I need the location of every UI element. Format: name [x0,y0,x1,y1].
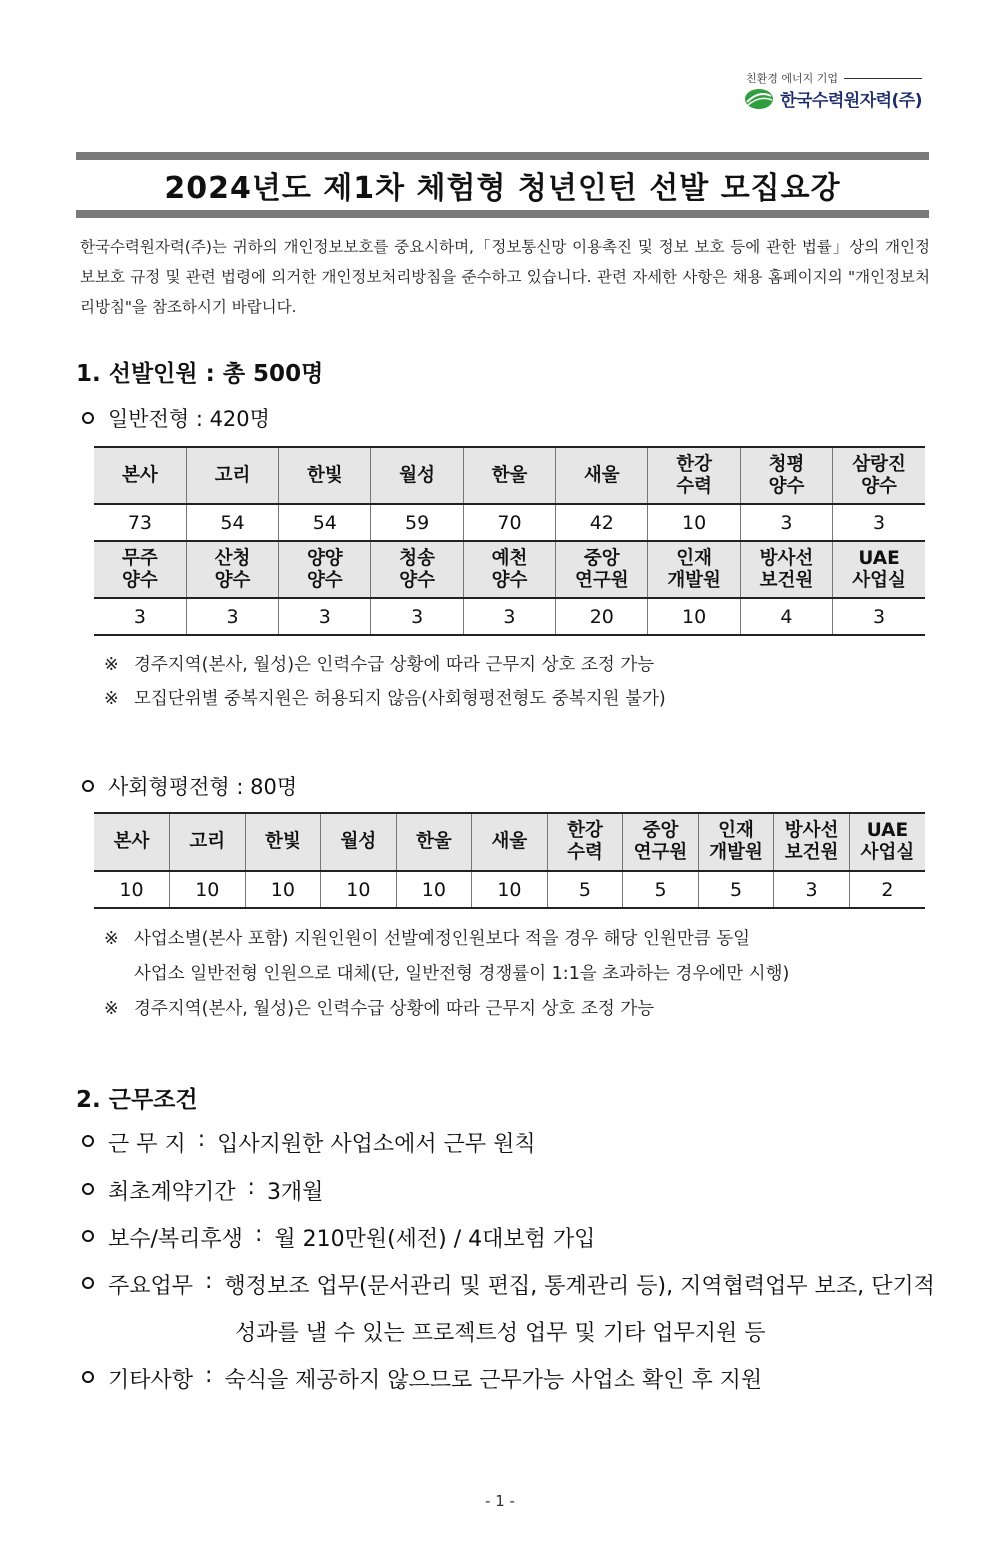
condition-pay [82,1222,595,1253]
header-line: 방사선 [784,820,839,841]
note-mark: ※ [104,655,119,675]
table-cell: 3 [463,598,555,635]
condition-duties [82,1269,935,1300]
table-header-cell [186,447,278,504]
table-header-cell [849,813,925,871]
condition-colon: : [205,1269,213,1294]
header-line: 양수 [214,569,251,591]
social-recruit-text: 사회형평전형 : 80명 [108,775,298,799]
table-header-cell [648,541,740,598]
header-line: 한울 [491,464,528,486]
circle-bullet-icon [82,1277,94,1289]
note-text: 경주지역(본사, 월성)은 인력수급 상황에 따라 근무지 상호 조정 가능 [134,999,655,1019]
condition-etc [82,1363,762,1394]
table-header-cell [94,447,186,504]
logo-main [744,86,922,111]
table-cell: 3 [774,871,850,908]
social-note-3 [104,995,654,1020]
table-header-cell [472,813,548,871]
header-line: 한빛 [264,831,301,852]
table-cell: 10 [94,871,170,908]
header-line: 수력 [676,475,712,497]
table-cell: 20 [556,598,648,635]
table-cell: 4 [740,598,832,635]
header-line: 새울 [491,831,528,852]
note-mark: ※ [104,929,119,949]
table-header-cell [833,447,925,504]
logo-leaf-icon [744,88,774,110]
condition-text: 행정보조 업무(문서관리 및 편집, 통계관리 등), 지역협력업무 보조, 단기적 [224,1274,935,1299]
condition-colon: : [247,1175,255,1200]
table-header-cell [371,541,463,598]
header-line: 한강 [676,453,712,475]
table-cell: 5 [547,871,623,908]
header-line: 양수 [768,475,805,497]
table-cell: 10 [648,504,740,541]
header-line: 월성 [340,831,377,852]
company-logo [722,70,922,114]
table-cell: 10 [472,871,548,908]
section2-heading: 2. 근무조건 [76,1087,198,1113]
table-header-cell [698,813,774,871]
header-line: 양수 [861,475,897,497]
general-note-1 [104,651,654,676]
condition-label: 보수/복리후생 [108,1227,243,1252]
table-header-cell [371,447,463,504]
note-text: 경주지역(본사, 월성)은 인력수급 상황에 따라 근무지 상호 조정 가능 [134,655,655,675]
header-line: 양수 [122,569,158,591]
table-cell: 3 [833,598,925,635]
condition-contract [82,1175,323,1206]
header-line: 청평 [768,453,805,475]
note-text: 사업소별(본사 포함) 지원인원이 선발예정인원보다 적을 경우 해당 인원만큼 동일 [134,929,751,949]
condition-label: 기타사항 [108,1368,194,1393]
table-cell: 10 [321,871,397,908]
note-text: 모집단위별 중복지원은 허용되지 않음(사회형평전형도 중복지원 불가) [134,689,666,709]
privacy-intro: 한국수력원자력(주)는 귀하의 개인정보보호를 중요시하며,「정보통신망 이용촉진 및 정보 보호 등에 관한 법률」상의 개인정보보호 규정 및 관련 법령에 의거한 개인정보처리방침을 준수하고 있습니다. 관련 자세한 사항은 채용 홈페이지의 "개인정보처리방침"을 참조하시기 바랍니다. [80,238,930,316]
general-recruit-label [82,403,270,433]
header-line: 새울 [583,464,620,486]
header-line: 양양 [306,547,343,569]
table-header-cell [245,813,321,871]
condition-colon: : [197,1127,206,1152]
table-cell: 5 [698,871,774,908]
condition-colon: : [205,1363,213,1388]
condition-workplace [82,1127,536,1158]
header-line: 방사선 [759,547,814,569]
header-line: 중앙 [642,820,679,841]
condition-text: 3개월 [266,1180,324,1205]
table-header-cell [279,541,371,598]
header-line: 본사 [113,831,150,852]
section1-heading: 1. 선발인원 : 총 500명 [76,361,324,387]
header-line: 예천 [491,547,528,569]
header-line: 사업실 [852,569,906,591]
page-title: 2024년도 제1차 체험형 청년인턴 선발 모집요강 [164,171,841,206]
header-line: 한빛 [306,464,343,486]
table-header-cell [463,541,555,598]
general-recruit-table [94,446,925,636]
condition-duties-cont [235,1316,765,1347]
header-line: 고리 [214,464,251,486]
table-cell: 5 [623,871,699,908]
table-row [94,598,925,635]
table-cell: 10 [648,598,740,635]
table-cell: 73 [94,504,186,541]
table-header-cell [94,813,170,871]
table-cell: 54 [186,504,278,541]
table-cell: 3 [833,504,925,541]
table-header-cell [556,541,648,598]
social-note-1 [104,925,750,950]
header-line: 청송 [399,547,436,569]
header-line: 삼랑진 [852,453,906,475]
header-line: 연구원 [633,842,688,863]
table-header-cell [186,541,278,598]
table-header-cell [547,813,623,871]
circle-bullet-icon [82,1371,94,1383]
header-line: UAE [866,820,909,841]
table-header-cell [740,541,832,598]
table-header-cell [396,813,472,871]
table-header-cell [556,447,648,504]
circle-bullet-icon [82,1135,94,1147]
condition-text: 월 210만원(세전) / 4대보험 가입 [274,1227,596,1252]
header-line: 양수 [306,569,343,591]
header-line: 보건원 [784,842,839,863]
condition-text: 입사지원한 사업소에서 근무 원칙 [217,1132,536,1157]
note-text: 사업소 일반전형 인원으로 대체(단, 일반전형 경쟁률이 1:1을 초과하는 경우에만 시행) [134,964,790,984]
condition-text: 성과를 낼 수 있는 프로젝트성 업무 및 기타 업무지원 등 [235,1321,766,1346]
table-header-row [94,813,925,871]
header-line: 보건원 [759,569,814,591]
table-header-cell [463,447,555,504]
table-cell: 3 [279,598,371,635]
circle-bullet-icon [82,1183,94,1195]
table-cell: 59 [371,504,463,541]
note-mark: ※ [104,689,119,709]
header-line: 인재 [718,820,754,841]
social-recruit-table [94,812,925,909]
table-cell: 3 [94,598,186,635]
circle-bullet-icon [82,1230,94,1242]
condition-colon: : [254,1222,263,1247]
header-line: 한울 [416,831,452,852]
header-line: 한강 [567,820,603,841]
logo-rule [844,78,922,79]
table-header-row [94,541,925,598]
circle-bullet-icon [82,780,94,792]
header-line: 무주 [122,547,158,569]
social-note-2 [104,960,789,985]
table-cell: 3 [740,504,832,541]
header-line: 월성 [399,464,436,486]
title-bar-top [76,152,929,160]
header-line: 산청 [214,547,251,569]
page-number: - 1 - [485,1492,515,1510]
social-recruit-label [82,771,297,801]
table-cell: 3 [371,598,463,635]
table-header-cell [623,813,699,871]
table-header-cell [740,447,832,504]
table-header-cell [279,447,371,504]
header-line: 사업실 [860,842,915,863]
title-bar-bottom [76,210,929,218]
table-cell: 10 [170,871,246,908]
header-line: 양수 [491,569,528,591]
table-cell: 3 [186,598,278,635]
table-row [94,504,925,541]
header-line: 중앙 [583,547,620,569]
header-line: 양수 [399,569,436,591]
table-cell: 70 [463,504,555,541]
table-cell: 10 [396,871,472,908]
header-line: 인재 [676,547,712,569]
circle-bullet-icon [82,412,94,424]
general-note-2 [104,685,666,710]
table-header-cell [321,813,397,871]
condition-label: 주요업무 [108,1274,194,1299]
table-cell: 54 [279,504,371,541]
condition-text: 숙식을 제공하지 않으므로 근무가능 사업소 확인 후 지원 [224,1368,763,1393]
table-header-cell [170,813,246,871]
condition-label: 최초계약기간 [108,1180,236,1205]
header-line: 본사 [122,464,158,486]
table-header-cell [648,447,740,504]
header-line: 개발원 [667,569,721,591]
table-header-cell [833,541,925,598]
table-cell: 10 [245,871,321,908]
header-line: 수력 [567,842,603,863]
table-cell: 42 [556,504,648,541]
header-line: UAE [858,547,900,569]
logo-tagline-row [746,70,922,86]
table-row [94,871,925,908]
logo-name: 한국수력원자력(주) [780,91,922,111]
general-recruit-text: 일반전형 : 420명 [108,407,270,431]
table-cell: 2 [849,871,925,908]
condition-label: 근 무 지 [108,1132,186,1157]
table-header-cell [94,541,186,598]
table-header-cell [774,813,850,871]
header-line: 개발원 [709,842,763,863]
header-line: 연구원 [574,569,629,591]
logo-tagline: 친환경 에너지 기업 [745,72,838,85]
header-line: 고리 [189,831,226,852]
table-header-row [94,447,925,504]
note-mark: ※ [104,999,119,1019]
